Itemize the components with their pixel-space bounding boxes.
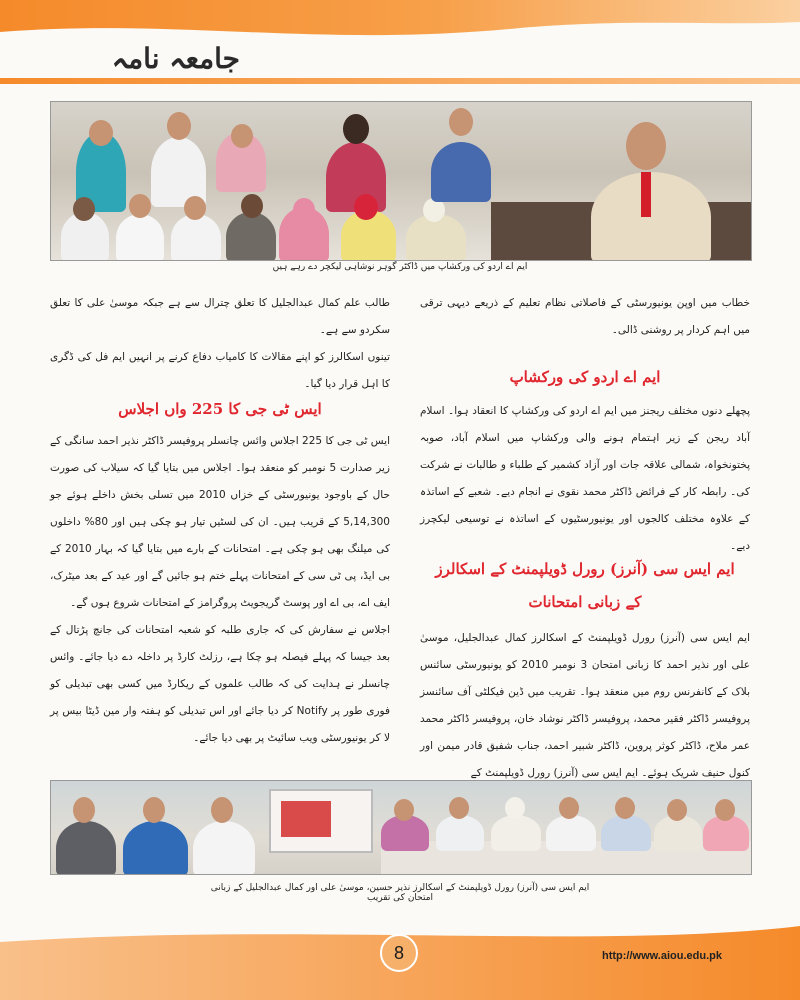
photo-person-head — [231, 124, 253, 148]
photo-person — [116, 214, 164, 261]
photo-person — [226, 212, 276, 261]
header-wave-decoration — [0, 18, 800, 44]
left-column-intro-text: طالب علم کمال عبدالجلیل کا تعلق چترال سے ہے جبکہ موسیٰ علی کا تعلق سکردو سے ہے۔ — [50, 297, 390, 336]
photo-person-head — [211, 797, 233, 823]
photo-person-head — [354, 194, 378, 220]
photo-person — [436, 815, 484, 851]
photo-person-head — [505, 797, 525, 819]
photo-person-head — [73, 197, 95, 221]
meeting-body — [50, 428, 390, 752]
photo-screen-content — [281, 801, 331, 837]
left-column-intro — [50, 290, 390, 398]
photo-person — [123, 821, 188, 875]
photo-person-head — [449, 108, 473, 136]
photo-person-head — [559, 797, 579, 819]
photo-person-head — [73, 797, 95, 823]
exam-body-text: ایم ایس سی (آنرز) رورل ڈویلپمنٹ کے اسکالرز کمال عبدالجلیل، موسیٰ علی اور نذیر احمد کا زبانی امتحان 3 نومبر 2010 کو یونیورسٹی سائنس بلاک کے کانفرنس روم میں منعقد ہوا۔ تقریب میں ڈین فیکلٹی آف سائنسز پروفیسر ڈاکٹر فقیر محمد، پروفیسر ڈاکٹر نوشاد خان، پروفیسر ڈاکٹر محمد عمر ملاح، ڈاکٹر کوثر پروین، ڈاکٹر شبیر احمد، جناب شفیق قادر میمن اور کنول حنیف شریک ہوئے۔ ایم ایس سی (آنرز) رورل ڈویلپمنٹ کے — [420, 632, 750, 779]
exam-body — [420, 625, 750, 787]
photo-person-head — [143, 797, 165, 823]
right-column-intro — [420, 290, 750, 344]
meeting-heading: ایس ٹی جی کا 225 واں اجلاس — [118, 400, 322, 418]
photo-person-head — [615, 797, 635, 819]
bottom-photo — [50, 780, 752, 875]
photo-person-head — [89, 120, 113, 146]
top-photo — [50, 101, 752, 261]
photo-person-head — [449, 797, 469, 819]
photo-person — [601, 815, 651, 851]
left-column-intro-text-2: تینوں اسکالرز کو اپنے مقالات کا کامیاب دفاع کرنے پر انہیں ایم فل کی ڈگری کا اہل قرار دیا گیا۔ — [50, 351, 390, 390]
photo-person-head — [667, 799, 687, 821]
photo-person-head — [184, 196, 206, 220]
bottom-photo-caption: ایم ایس سی (آنرز) رورل ڈویلپمنٹ کے اسکالرز نذیر حسین، موسیٰ علی اور کمال عبدالجلیل کے زبانی امتحان کی تقریب — [210, 883, 590, 903]
photo-person-head — [715, 799, 735, 821]
photo-person — [431, 142, 491, 202]
masthead-rule — [0, 78, 800, 84]
right-column-intro-text: خطاب میں اوپن یونیورسٹی کے فاصلاتی نظام تعلیم کے ذریعے دیہی ترقی میں اہم کردار پر روشنی ڈالی۔ — [420, 297, 750, 336]
workshop-heading: ایم اے اردو کی ورکشاپ — [509, 368, 661, 386]
photo-person — [193, 821, 255, 875]
workshop-body — [420, 398, 750, 560]
workshop-body-text: پچھلے دنوں مختلف ریجنز میں ایم اے اردو کی ورکشاپ کا انعقاد ہوا۔ اسلام آباد ریجن کے زیر اہتمام ہونے والی ورکشاپ میں اسلام آباد، صوبہ پختونخواہ، شمالی علاقہ جات اور آزاد کشمیر کے طلباء و طالبات نے شرکت کی۔ رابطہ کار کے فرائض ڈاکٹر محمد نقوی نے انجام دیے۔ شعبے کے اساتذہ کے علاوہ مختلف کالجوں اور یونیورسٹیوں کے اساتذہ نے توسیعی لیکچرز دیے۔ — [420, 405, 750, 552]
photo-person-speaker — [591, 172, 711, 261]
exam-heading-line-2: کے زبانی امتحانات — [528, 593, 642, 611]
photo-person — [491, 815, 541, 851]
photo-person — [56, 821, 116, 875]
photo-person-head — [241, 194, 263, 218]
photo-person — [171, 214, 221, 261]
page-number: 8 — [380, 934, 418, 972]
masthead-title: جامعہ نامہ — [111, 42, 240, 75]
header-band — [0, 0, 800, 44]
photo-person — [546, 815, 596, 851]
photo-person-head — [129, 194, 151, 218]
exam-heading-line-1: ایم ایس سی (آنرز) رورل ڈویلپمنٹ کے اسکالرز — [435, 560, 735, 578]
meeting-body-text-2: اجلاس نے سفارش کی کہ جاری طلبہ کو شعبہ امتحانات کی جانچ پڑتال کے بعد جیسا کہ پہلے فیصلہ ہو چکا ہے، رزلٹ کارڈ پر داخلہ دے دیا جائے۔ وائس چانسلر نے ہدایت کی کہ طالب علموں کے ریکارڈ میں کسی بھی تبدیلی کو فوری طور پر Notify کر دیا جائے اور اس تبدیلی کو ہفتہ وار مین ڈیٹا بیس پر لا کر یونیورسٹی ویب سائیٹ پر بھی دیا جائے۔ — [50, 624, 390, 744]
meeting-body-text: ایس ٹی جی کا 225 اجلاس وائس چانسلر پروفیسر ڈاکٹر نذیر احمد سانگی کے زیر صدارت 5 نومبر کو منعقد ہوا۔ اجلاس میں بتایا گیا کہ سیلاب کی صورت حال کے باوجود یونیورسٹی کے خزاں 2010 میں تسلی بخش داخلے ہوئے جو 5,14,300 کے قریب ہیں۔ ان کی لسٹیں تیار ہو چکی ہیں اور 80% داخلوں کی میلنگ بھی ہو چکی ہے۔ امتحانات کے بارے میں بتایا گیا کہ بہار 2010 کے بی ایڈ، پی ٹی سی کے امتحانات پہلے ختم ہو جائیں گے اور عید کے بعد میٹرک، ایف اے، بی اے اور پوسٹ گریجویٹ پروگرامز کے امتحانات شروع ہوں گے۔ — [50, 435, 390, 609]
photo-person-head — [167, 112, 191, 140]
top-photo-caption: ایم اے اردو کی ورکشاپ میں ڈاکٹر گوہر نوشاہی لیکچر دے رہے ہیں — [272, 262, 528, 272]
photo-person-head — [394, 799, 414, 821]
photo-tie — [641, 172, 651, 217]
footer-url-link[interactable]: http://www.aiou.edu.pk — [602, 950, 722, 962]
photo-person-head — [343, 114, 369, 144]
photo-person-head — [293, 198, 315, 222]
photo-person-head — [626, 122, 666, 170]
